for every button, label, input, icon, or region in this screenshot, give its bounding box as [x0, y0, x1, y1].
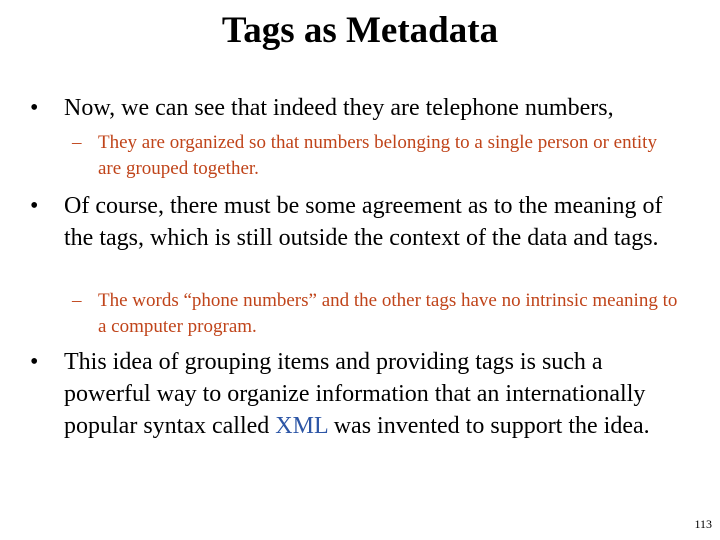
bullet-marker: • — [30, 193, 39, 219]
bullet-2-text: Of course, there must be some agreement as to the meaning of the tags, which is still outside the context of the data and tags. — [64, 193, 663, 251]
bullet-3-text — [64, 346, 684, 442]
sub-bullet-1-text: They are organized so that numbers belonging to a single person or entity are grouped together. — [98, 132, 657, 179]
sub-bullet-2-text: The words “phone numbers” and the other tags have no intrinsic meaning to a computer program. — [98, 290, 678, 337]
slide-title: Tags as Metadata — [221, 10, 499, 51]
bullet-1-text: Now, we can see that indeed they are telephone numbers, — [64, 95, 614, 121]
page-number: 113 — [694, 517, 712, 531]
bullet-3-text-after: was invented to support the idea. — [327, 413, 650, 439]
bullet-3-text-before: This idea of grouping items and providing tags is such a powerful way to organize information that an internationally popular syntax called — [64, 349, 646, 439]
bullet-marker: • — [30, 349, 39, 375]
xml-highlight: XML — [275, 413, 328, 439]
sub-bullet-marker: – — [72, 132, 82, 153]
bullet-marker: • — [30, 95, 39, 121]
sub-bullet-marker: – — [72, 290, 82, 311]
